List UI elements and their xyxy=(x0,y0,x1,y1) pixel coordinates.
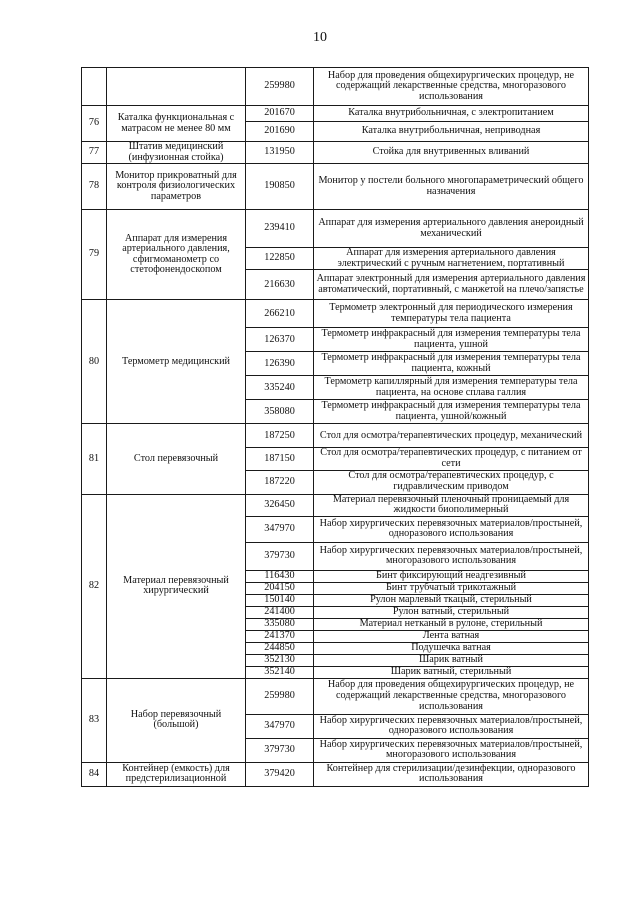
product-code: 326450 xyxy=(246,494,314,516)
product-code: 379730 xyxy=(246,542,314,570)
product-description: Термометр инфракрасный для измерения температуры тела пациента, кожный xyxy=(314,352,589,376)
equipment-name: Аппарат для измерения артериального давления, сфигмоманометр со стетофонендоскопом xyxy=(107,210,246,300)
product-code: 352130 xyxy=(246,654,314,666)
product-code: 241370 xyxy=(246,630,314,642)
product-code: 335080 xyxy=(246,618,314,630)
page-number: 10 xyxy=(313,30,327,45)
equipment-table-body xyxy=(82,68,589,787)
product-description: Стол для осмотра/терапевтических процедур, механический xyxy=(314,424,589,448)
product-code: 259980 xyxy=(246,678,314,714)
item-number: 76 xyxy=(82,106,107,142)
table-row xyxy=(82,762,589,786)
product-code: 187220 xyxy=(246,470,314,494)
product-code: 266210 xyxy=(246,300,314,328)
product-description: Набор хирургических перевязочных материалов/простыней, многоразового использования xyxy=(314,542,589,570)
product-description: Монитор у постели больного многопараметрический общего назначения xyxy=(314,164,589,210)
product-description: Набор хирургических перевязочных материалов/простыней, многоразового использования xyxy=(314,738,589,762)
item-number: 77 xyxy=(82,142,107,164)
product-code: 187150 xyxy=(246,448,314,470)
product-description: Каталка внутрибольничная, неприводная xyxy=(314,122,589,142)
equipment-name: Контейнер (емкость) для предстерилизационной xyxy=(107,762,246,786)
product-description: Термометр электронный для периодического измерения температуры тела пациента xyxy=(314,300,589,328)
product-code: 379730 xyxy=(246,738,314,762)
equipment-name: Набор перевязочный (большой) xyxy=(107,678,246,762)
product-description: Аппарат электронный для измерения артериального давления автоматический, портативный, с манжетой на плечо/запястье xyxy=(314,270,589,300)
equipment-name: Термометр медицинский xyxy=(107,300,246,424)
table-row xyxy=(82,424,589,448)
product-code: 204150 xyxy=(246,582,314,594)
product-code: 201690 xyxy=(246,122,314,142)
product-code: 352140 xyxy=(246,666,314,678)
product-code: 335240 xyxy=(246,376,314,400)
product-code: 190850 xyxy=(246,164,314,210)
item-number: 78 xyxy=(82,164,107,210)
product-description: Термометр капиллярный для измерения температуры тела пациента, на основе сплава галлия xyxy=(314,376,589,400)
product-code: 358080 xyxy=(246,400,314,424)
product-description: Термометр инфракрасный для измерения температуры тела пациента, ушной xyxy=(314,328,589,352)
item-number xyxy=(82,68,107,106)
product-code: 259980 xyxy=(246,68,314,106)
equipment-name: Монитор прикроватный для контроля физиологических параметров xyxy=(107,164,246,210)
product-code: 150140 xyxy=(246,594,314,606)
table-row xyxy=(82,678,589,714)
product-description: Контейнер для стерилизации/дезинфекции, одноразового использования xyxy=(314,762,589,786)
table-row xyxy=(82,164,589,210)
table-row xyxy=(82,142,589,164)
product-description: Лента ватная xyxy=(314,630,589,642)
product-description: Рулон ватный, стерильный xyxy=(314,606,589,618)
product-code: 347970 xyxy=(246,516,314,542)
item-number: 83 xyxy=(82,678,107,762)
product-description: Стойка для внутривенных вливаний xyxy=(314,142,589,164)
product-description: Набор хирургических перевязочных материалов/простыней, одноразового использования xyxy=(314,516,589,542)
product-description: Набор для проведения общехирургических процедур, не содержащий лекарственные средства, многоразового использования xyxy=(314,68,589,106)
product-description: Материал перевязочный пленочный проницаемый для жидкости биополимерный xyxy=(314,494,589,516)
equipment-name: Стол перевязочный xyxy=(107,424,246,494)
equipment-name: Каталка функциональная с матрасом не менее 80 мм xyxy=(107,106,246,142)
product-code: 187250 xyxy=(246,424,314,448)
product-code: 126390 xyxy=(246,352,314,376)
equipment-table xyxy=(81,67,589,787)
product-code: 241400 xyxy=(246,606,314,618)
product-description: Бинт трубчатый трикотажный xyxy=(314,582,589,594)
table-row xyxy=(82,494,589,516)
product-description: Стол для осмотра/терапевтических процедур, с питанием от сети xyxy=(314,448,589,470)
product-description: Стол для осмотра/терапевтических процедур, с гидравлическим приводом xyxy=(314,470,589,494)
item-number: 84 xyxy=(82,762,107,786)
item-number: 81 xyxy=(82,424,107,494)
product-code: 379420 xyxy=(246,762,314,786)
equipment-name: Штатив медицинский (инфузионная стойка) xyxy=(107,142,246,164)
item-number: 82 xyxy=(82,494,107,678)
product-description: Подушечка ватная xyxy=(314,642,589,654)
item-number: 79 xyxy=(82,210,107,300)
product-code: 131950 xyxy=(246,142,314,164)
product-description: Набор хирургических перевязочных материалов/простыней, одноразового использования xyxy=(314,714,589,738)
product-description: Материал нетканый в рулоне, стерильный xyxy=(314,618,589,630)
product-description: Термометр инфракрасный для измерения температуры тела пациента, ушной/кожный xyxy=(314,400,589,424)
product-description: Шарик ватный, стерильный xyxy=(314,666,589,678)
product-description: Шарик ватный xyxy=(314,654,589,666)
table-row xyxy=(82,300,589,328)
table-row xyxy=(82,210,589,248)
product-code: 201670 xyxy=(246,106,314,122)
product-description: Набор для проведения общехирургических процедур, не содержащий лекарственные средства, многоразового использования xyxy=(314,678,589,714)
table-row xyxy=(82,68,589,106)
equipment-name xyxy=(107,68,246,106)
equipment-name: Материал перевязочный хирургический xyxy=(107,494,246,678)
product-code: 244850 xyxy=(246,642,314,654)
product-code: 216630 xyxy=(246,270,314,300)
product-description: Аппарат для измерения артериального давления электрический с ручным нагнетением, портативный xyxy=(314,248,589,270)
item-number: 80 xyxy=(82,300,107,424)
product-description: Рулон марлевый ткацый, стерильный xyxy=(314,594,589,606)
table-row xyxy=(82,106,589,122)
product-description: Бинт фиксирующий неадгезивный xyxy=(314,570,589,582)
product-description: Аппарат для измерения артериального давления анероидный механический xyxy=(314,210,589,248)
product-code: 239410 xyxy=(246,210,314,248)
product-code: 116430 xyxy=(246,570,314,582)
product-code: 347970 xyxy=(246,714,314,738)
product-code: 122850 xyxy=(246,248,314,270)
product-code: 126370 xyxy=(246,328,314,352)
product-description: Каталка внутрибольничная, с электропитанием xyxy=(314,106,589,122)
